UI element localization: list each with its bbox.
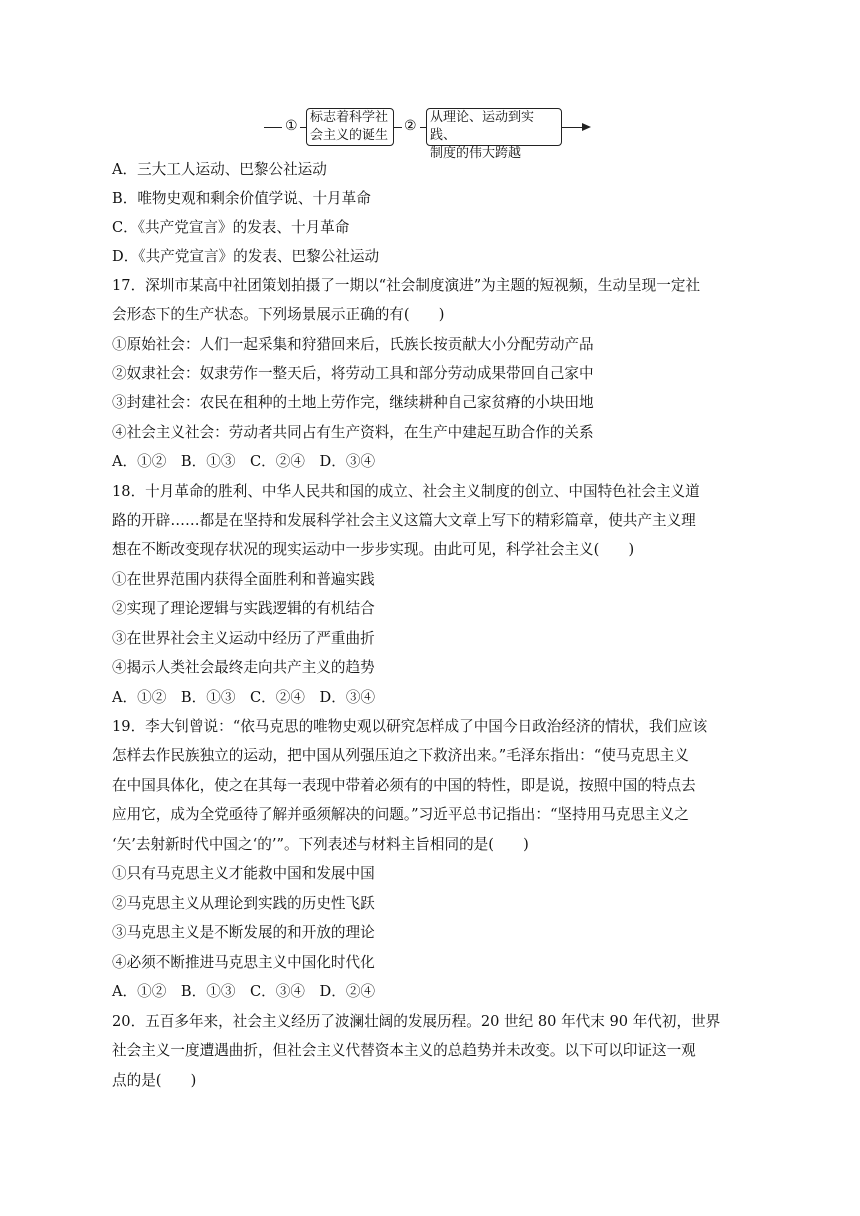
diagram-line-start: [264, 127, 282, 128]
q19-stem-line-2: 怎样去作民族独立的运动，把中国从列强压迫之下救济出来。”毛泽东指出：“使马克思主义: [112, 747, 689, 764]
q18-item-4: ④揭示人类社会最终走向共产主义的趋势: [112, 659, 375, 676]
q20-stem-line-2: 社会主义一度遭遇曲折，但社会主义代替资本主义的总趋势并未改变。以下可以印证这一观: [112, 1042, 696, 1059]
q17-stem-line-1: 17．深圳市某高中社团策划拍摄了一期以“社会制度演进”为主题的短视频，生动呈现一定社: [112, 277, 701, 294]
diagram-box-2: [426, 108, 562, 161]
q19-item-3: ③马克思主义是不断发展的和开放的理论: [112, 924, 375, 941]
arrow-right-icon: [582, 122, 592, 132]
q17-item-3: ③封建社会：农民在租种的土地上劳作完，继续耕种自己家贫瘠的小块田地: [112, 394, 594, 411]
q19-stem-line-4: 应用它，成为全党亟待了解并亟须解决的问题。”习近平总书记指出：“坚持用马克思主义之: [112, 806, 689, 823]
diagram-box-1-line-2: 会主义的诞生: [310, 128, 389, 143]
diagram-box-1: [306, 108, 394, 146]
q19-stem-line-1: 19．李大钊曾说：“依马克思的唯物史观以研究怎样成了中国今日政治经济的情状，我们应该: [112, 718, 708, 735]
q18-item-2: ②实现了理论逻辑与实践逻辑的有机结合: [112, 600, 375, 617]
q20-stem-line-3: 点的是( ): [112, 1072, 197, 1089]
q19-item-2: ②马克思主义从理论到实践的历史性飞跃: [112, 895, 375, 912]
q20-stem-line-1: 20．五百多年来，社会主义经历了波澜壮阔的发展历程。20 世纪 80 年代末 90 年代初，世界: [112, 1013, 721, 1030]
q16-option-b: B．唯物史观和剩余价值学说、十月革命: [112, 190, 371, 207]
q18-options: A．①② B．①③ C．②④ D．③④: [112, 689, 376, 706]
q18-stem-line-1: 18．十月革命的胜利、中华人民共和国的成立、社会主义制度的创立、中国特色社会主义道: [112, 483, 700, 500]
q16-option-c: C．《共产党宣言》的发表、十月革命: [112, 219, 350, 236]
diagram-box-2-line-2: 制度的伟大跨越: [430, 146, 522, 161]
q19-item-1: ①只有马克思主义才能救中国和发展中国: [112, 865, 375, 882]
q18-stem-line-3: 想在不断改变现存状况的现实运动中一步步实现。由此可见，科学社会主义( ): [112, 541, 635, 558]
diagram-box-2-line-1: 从理论、运动到实践、: [430, 110, 535, 143]
q17-item-2: ②奴隶社会：奴隶劳作一整天后，将劳动工具和部分劳动成果带回自己家中: [112, 365, 594, 382]
q19-stem-line-3: 在中国具体化，使之在其每一表现中带着必须有的中国的特性，即是说，按照中国的特点去: [112, 777, 696, 794]
diagram-box-1-line-1: 标志着科学社: [310, 110, 389, 125]
q18-stem-line-2: 路的开辟……都是在坚持和发展科学社会主义这篇大文章上写下的精彩篇章，使共产主义理: [112, 512, 696, 529]
q16-option-a: A．三大工人运动、巴黎公社运动: [112, 161, 327, 178]
q17-item-1: ①原始社会：人们一起采集和狩猎回来后，氏族长按贡献大小分配劳动产品: [112, 336, 594, 353]
q18-item-3: ③在世界社会主义运动中经历了严重曲折: [112, 630, 375, 647]
diagram-marker-2: ②: [404, 118, 417, 134]
q18-item-1: ①在世界范围内获得全面胜利和普遍实践: [112, 571, 375, 588]
q17-item-4: ④社会主义社会：劳动者共同占有生产资料，在生产中建起互助合作的关系: [112, 424, 594, 441]
q17-stem-line-2: 会形态下的生产状态。下列场景展示正确的有( ): [112, 306, 445, 323]
q19-options: A．①② B．①③ C．③④ D．②④: [112, 983, 376, 1000]
q17-options: A．①② B．①③ C．②④ D．③④: [112, 453, 376, 470]
diagram-line-2: [394, 127, 402, 128]
diagram-marker-1: ①: [285, 118, 298, 134]
flow-diagram: [264, 104, 594, 161]
q16-option-d: D．《共产党宣言》的发表、巴黎公社运动: [112, 248, 380, 265]
q19-item-4: ④必须不断推进马克思主义中国化时代化: [112, 954, 375, 971]
q19-stem-line-5: ‘矢’去射新时代中国之‘的’”。下列表述与材料主旨相同的是( ): [112, 836, 529, 853]
